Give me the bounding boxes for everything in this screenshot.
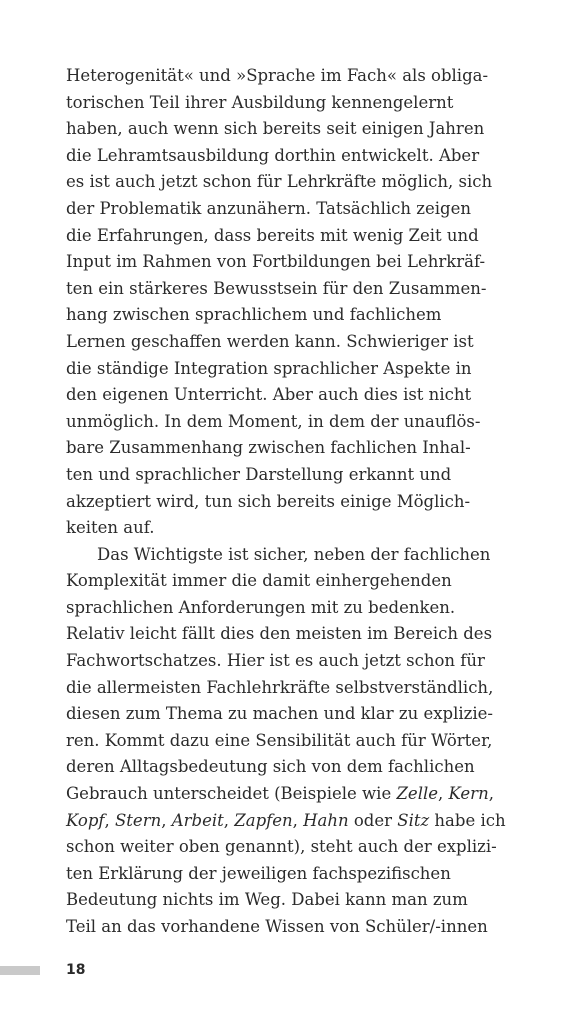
text-line: Relativ leicht fällt dies den meisten im Bereich des <box>66 624 493 644</box>
text-line: Das Wichtigste ist sicher, neben der fachlichen <box>97 544 491 564</box>
italic-example: Zapfen <box>234 810 293 830</box>
text-run: , <box>292 810 304 830</box>
text-line: Fachwortschatzes. Hier ist es auch jetzt schon für <box>66 651 485 671</box>
text-run: , <box>223 810 235 830</box>
italic-example: Stern <box>115 810 162 830</box>
text-line: Heterogenität« und »Sprache im Fach« als obliga- <box>66 66 489 85</box>
text-line: die allermeisten Fachlehrkräfte selbstverständlich, <box>66 677 494 697</box>
text-line: ten ein stärkeres Bewusstsein für den Zusammen- <box>66 278 487 298</box>
text-line: ten und sprachlicher Darstellung erkannt und <box>66 464 452 484</box>
text-run: , <box>488 784 494 804</box>
text-run: Gebrauch unterscheidet (Beispiele wie <box>66 784 397 804</box>
text-run: oder <box>348 810 398 830</box>
text-line: die Lehramtsausbildung dorthin entwickelt. Aber <box>66 145 480 165</box>
text-line: Teil an das vorhandene Wissen von Schüler/-innen <box>66 917 488 936</box>
text-line: Lernen geschaffen werden kann. Schwieriger ist <box>66 331 474 351</box>
italic-example: Sitz <box>397 810 430 830</box>
text-run: habe ich <box>429 810 506 830</box>
italic-example: Hahn <box>303 810 349 830</box>
text-line: Input im Rahmen von Fortbildungen bei Lehrkräf- <box>66 252 486 272</box>
text-line: unmöglich. In dem Moment, in dem der unauflös- <box>66 411 481 431</box>
italic-example: Zelle <box>396 784 439 804</box>
paragraph-1 <box>66 63 493 542</box>
text-line: Bedeutung nichts im Weg. Dabei kann man zum <box>66 890 468 910</box>
text-line: haben, auch wenn sich bereits seit einigen Jahren <box>66 119 485 139</box>
text-line: ten Erklärung der jeweiligen fachspezifischen <box>66 863 451 883</box>
italic-example: Kern <box>448 784 489 804</box>
text-line: der Problematik anzunähern. Tatsächlich zeigen <box>66 198 471 218</box>
text-line: sprachlichen Anforderungen mit zu bedenken. <box>66 597 456 617</box>
text-line: Komplexität immer die damit einhergehenden <box>66 571 452 591</box>
text-line: diesen zum Thema zu machen und klar zu explizie- <box>66 704 493 724</box>
text-line: akzeptiert wird, tun sich bereits einige Möglich- <box>66 491 471 511</box>
italic-example: Kopf <box>66 810 105 830</box>
text-line <box>66 781 494 808</box>
text-line: die Erfahrungen, dass bereits mit wenig Zeit und <box>66 225 479 245</box>
text-line: die ständige Integration sprachlicher Aspekte in <box>66 358 472 378</box>
italic-example: Arbeit <box>171 810 224 830</box>
text-line: den eigenen Unterricht. Aber auch dies ist nicht <box>66 385 472 405</box>
text-line: torischen Teil ihrer Ausbildung kennengelernt <box>66 92 454 112</box>
body-text <box>66 63 506 941</box>
text-line: hang zwischen sprachlichem und fachlichem <box>66 305 442 325</box>
text-line: ren. Kommt dazu eine Sensibilität auch für Wörter, <box>66 730 493 750</box>
text-line: deren Alltagsbedeutung sich von dem fachlichen <box>66 757 475 777</box>
page-marker-bar <box>0 966 40 975</box>
text-line: schon weiter oben genannt), steht auch der explizi- <box>66 837 497 857</box>
text-run: , <box>438 784 449 804</box>
text-line: bare Zusammenhang zwischen fachlichen Inhal- <box>66 438 471 458</box>
text-run: , <box>161 810 172 830</box>
page-number: 18 <box>66 962 86 978</box>
text-run: , <box>104 810 115 830</box>
text-line: es ist auch jetzt schon für Lehrkräfte möglich, sich <box>66 172 493 192</box>
text-line <box>66 808 506 835</box>
text-line: keiten auf. <box>66 518 155 538</box>
paragraph-2 <box>66 542 506 941</box>
